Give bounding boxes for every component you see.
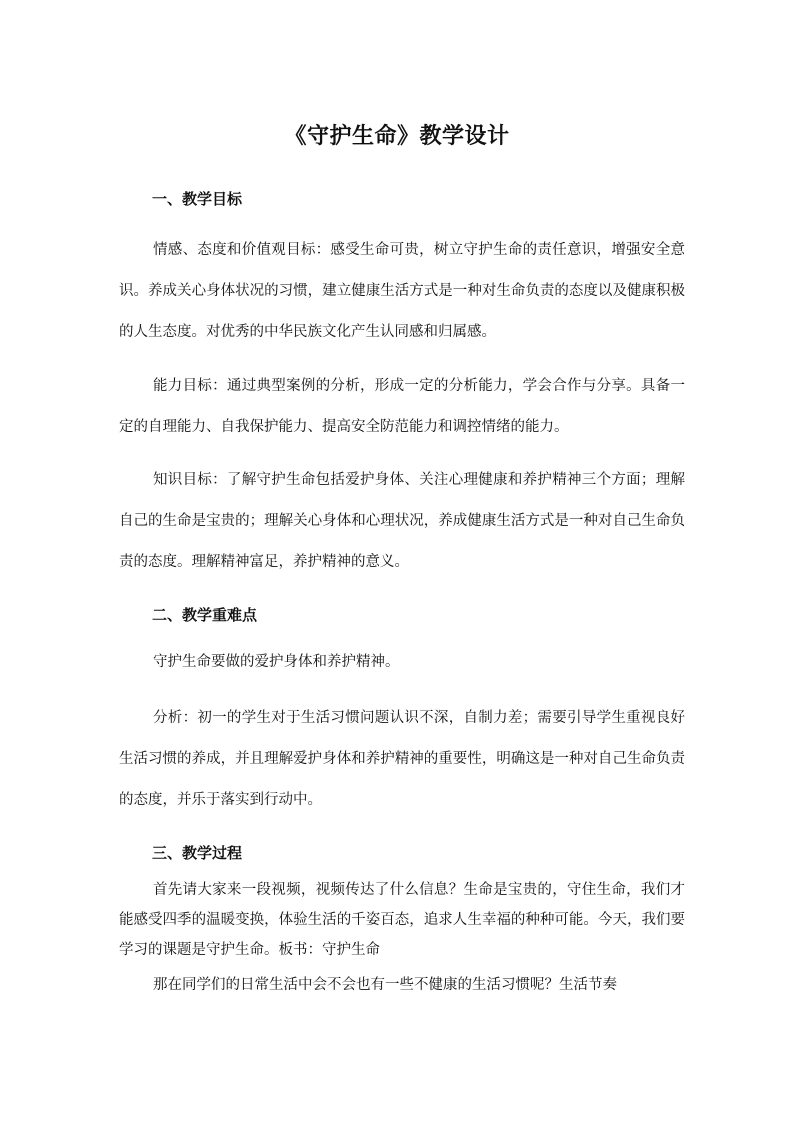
section-heading-key-points: 二、教学重难点: [152, 606, 258, 624]
paragraph-ability-goal: 能力目标：通过典型案例的分析，形成一定的分析能力，学会合作与分享。具备一定的自理能力、自我保护能力、提高安全防范能力和调控情绪的能力。: [119, 378, 685, 435]
paragraph-process-intro: 首先请大家来一段视频，视频传达了什么信息？生命是宝贵的，守住生命，我们才能感受四季的温暖变换，体验生活的千姿百态，追求人生幸福的种种可能。今天，我们要学习的课题是守护生命。板书：守护生命: [119, 882, 685, 958]
paragraph-analysis: 分析：初一的学生对于生活习惯问题认识不深，自制力差；需要引导学生重视良好生活习惯的养成，并且理解爱护身体和养护精神的重要性，明确这是一种对自己生命负责的态度，并乐于落实到行动中。: [119, 710, 685, 808]
paragraph-emotion-goal: 情感、态度和价值观目标：感受生命可贵，树立守护生命的责任意识，增强安全意识。养成关心身体状况的习惯，建立健康生活方式是一种对生命负责的态度以及健康积极的人生态度。对优秀的中华民族文化产生认同感和归属感。: [119, 242, 685, 340]
document-title: 《守护生命》教学设计: [284, 123, 510, 149]
section-heading-objectives: 一、教学目标: [152, 190, 243, 208]
paragraph-knowledge-goal: 知识目标：了解守护生命包括爱护身体、关注心理健康和养护精神三个方面；理解自己的生命是宝贵的；理解关心身体和心理状况，养成健康生活方式是一种对自己生命负责的态度。理解精神富足，养护精神的意义。: [119, 472, 685, 570]
paragraph-process-habits: 那在同学们的日常生活中会不会也有一些不健康的生活习惯呢？生活节奏: [153, 977, 617, 993]
paragraph-key-points: 守护生命要做的爱护身体和养护精神。: [153, 654, 400, 670]
section-heading-process: 三、教学过程: [152, 844, 243, 862]
